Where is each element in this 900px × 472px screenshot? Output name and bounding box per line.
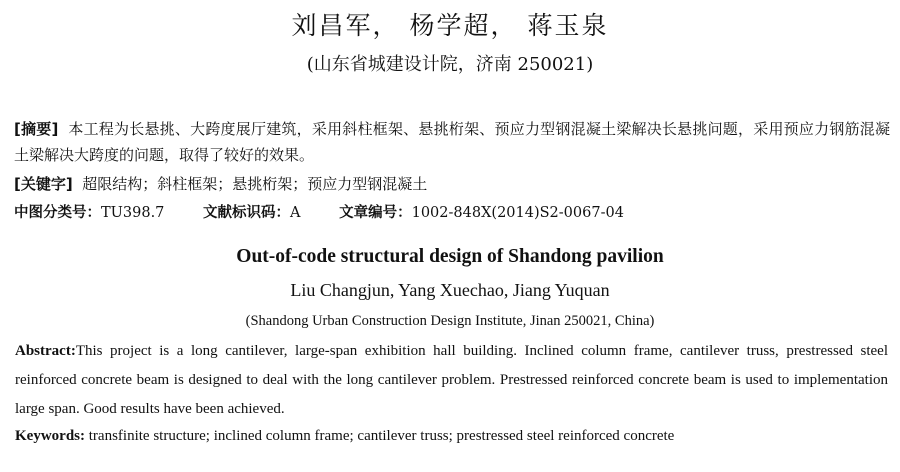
doc-code-label: 文献标识码： — [203, 205, 291, 221]
abstract-cn-text: 本工程为长悬挑、大跨度展厅建筑，采用斜柱框架、悬挑桁架、预应力型钢混凝土梁解决长悬挑问题，采用预应力钢筋混凝土梁解决大跨度的问题，取得了较好的效果。 — [14, 120, 890, 164]
article-number — [339, 205, 624, 221]
abstract-en-text: This project is a long cantilever, large-span exhibition hall building. Inclined column frame, cantilever truss, prestressed steel reinforced concrete beam is designed to deal with the long cantilever problem. Prestressed reinforced concrete beam is used to implementation large span. Good results have been achieved. — [15, 343, 888, 417]
abstract-cn-label: [摘要] — [14, 120, 59, 138]
authors-cn: 刘昌军， 杨学超， 蒋玉泉 — [291, 11, 609, 40]
clc-number — [14, 205, 164, 221]
keywords-en-text: transfinite structure; inclined column frame; cantilever truss; prestressed steel reinforced concrete — [88, 428, 675, 444]
abstract-en — [15, 337, 888, 424]
article-no-value: 1002-848X(2014)S2-0067-04 — [411, 205, 624, 221]
title-en: Out-of-code structural design of Shandong pavilion — [236, 246, 664, 267]
affiliation-en: (Shandong Urban Construction Design Institute, Jinan 250021, China) — [245, 313, 655, 329]
doc-code-value: A — [290, 205, 301, 221]
affiliation-cn: (山东省城建设计院，济南 250021) — [306, 54, 594, 75]
meta-cn — [14, 200, 890, 226]
keywords-en-label: Keywords: — [15, 428, 85, 444]
keywords-cn-label: [关键字] — [14, 175, 73, 193]
keywords-en — [15, 422, 888, 451]
keywords-cn-text: 超限结构；斜柱框架；悬挑桁架；预应力型钢混凝土 — [82, 175, 428, 193]
abstract-cn — [14, 116, 890, 168]
clc-value: TU398.7 — [101, 205, 165, 221]
article-no-label: 文章编号： — [339, 205, 412, 221]
abstract-en-label: Abstract: — [15, 343, 76, 359]
doc-code — [203, 205, 300, 221]
clc-label: 中图分类号： — [14, 205, 101, 221]
authors-en: Liu Changjun, Yang Xuechao, Jiang Yuquan — [290, 280, 610, 300]
keywords-cn — [14, 171, 890, 197]
